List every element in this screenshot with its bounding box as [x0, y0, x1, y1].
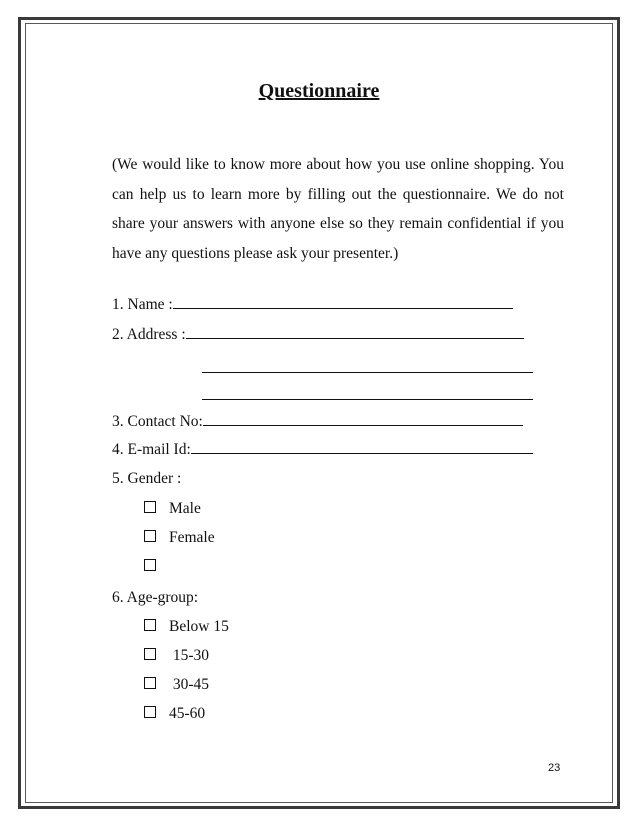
checkbox-icon[interactable]	[144, 648, 156, 660]
option-label: 15-30	[169, 647, 210, 664]
email-row	[112, 441, 533, 459]
address-field-line-3[interactable]	[202, 399, 533, 400]
gender-option-female	[144, 529, 215, 547]
checkbox-icon[interactable]	[144, 706, 156, 718]
address-label: 2. Address :	[112, 326, 186, 343]
checkbox-icon[interactable]	[144, 677, 156, 689]
checkbox-icon[interactable]	[144, 501, 156, 513]
checkbox-icon[interactable]	[144, 530, 156, 542]
email-label: 4. E-mail Id:	[112, 441, 191, 458]
address-row	[112, 326, 524, 344]
address-field-line-2[interactable]	[202, 372, 533, 373]
contact-field[interactable]	[203, 413, 523, 426]
option-label: 45-60	[169, 705, 206, 722]
option-label: 30-45	[169, 676, 210, 693]
email-field[interactable]	[191, 441, 533, 454]
contact-label: 3. Contact No:	[112, 413, 203, 430]
page-number: 23	[548, 762, 561, 774]
gender-option-male	[144, 500, 201, 518]
age-option-45-60	[144, 705, 205, 723]
gender-label: 5. Gender :	[112, 470, 182, 487]
name-label: 1. Name :	[112, 296, 173, 313]
address-field-line-1[interactable]	[186, 326, 524, 339]
option-label: Male	[169, 500, 201, 517]
age-option-30-45	[144, 676, 209, 694]
age-option-below-15	[144, 618, 229, 636]
page-title: Questionnaire	[258, 80, 380, 102]
age-group-label: 6. Age-group:	[112, 589, 199, 606]
option-label: Below 15	[169, 618, 229, 635]
age-option-15-30	[144, 647, 209, 665]
name-row	[112, 296, 513, 314]
checkbox-icon[interactable]	[144, 619, 156, 631]
intro-paragraph: (We would like to know more about how you use online shopping. You can help us to learn more by filling out the questionnaire. We do not share your answers with anyone else so they remain confidential if you have any questions please ask your presenter.)	[112, 156, 564, 262]
name-field[interactable]	[173, 296, 513, 309]
checkbox-icon[interactable]	[144, 559, 156, 571]
gender-option-other	[144, 558, 169, 576]
option-label: Female	[169, 529, 215, 546]
contact-row	[112, 413, 523, 431]
